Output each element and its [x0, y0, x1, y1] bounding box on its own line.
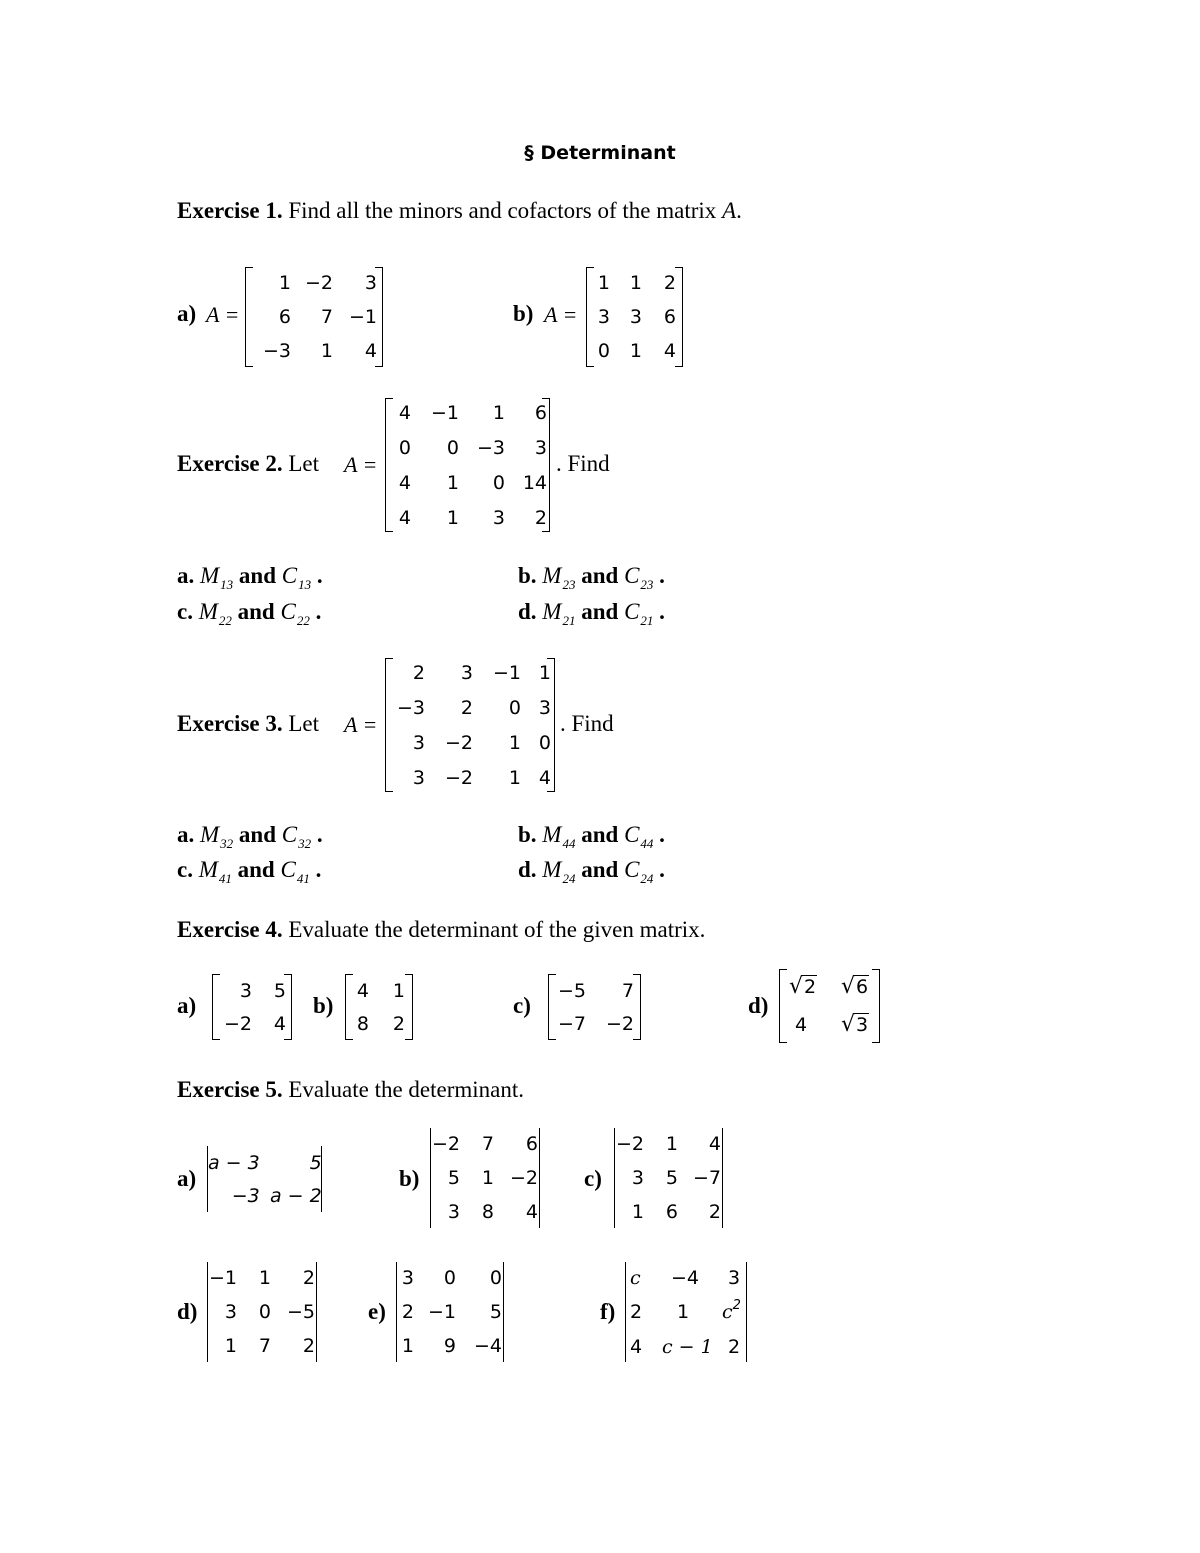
cofactor-index: 24 [640, 871, 654, 886]
ex5-det-b [430, 1128, 540, 1228]
matrix-cell: 5 [447, 1167, 461, 1189]
matrix-row [214, 974, 286, 1007]
matrix-cell: 3 [401, 1267, 414, 1289]
matrix-row [590, 266, 676, 300]
matrix-cell: 5 [273, 979, 286, 1002]
matrix-row [389, 690, 551, 725]
part-label: b. [518, 822, 537, 847]
matrix-row [208, 1179, 322, 1212]
part-label: a. [177, 822, 195, 847]
matrix-cell: −2 [432, 1133, 461, 1155]
matrix-cell: 3 [460, 661, 473, 684]
matrix-cell: 3 [412, 731, 425, 754]
ex5-f-label: f) [600, 1299, 616, 1324]
matrix-cell: 1 [392, 979, 405, 1002]
minor-index: 24 [562, 871, 576, 886]
matrix-cell: 1 [508, 766, 521, 789]
ex5-a-label: a) [177, 1166, 197, 1191]
cofactor-symbol: C [624, 857, 640, 882]
matrix-row [389, 655, 551, 690]
sqrt-symbol: √2 [789, 974, 817, 999]
exercise-2-heading: Exercise 2. [177, 451, 283, 476]
part-end: . [316, 822, 323, 847]
matrix-row [389, 725, 551, 760]
matrix-cell: −2 [223, 1012, 252, 1035]
minor-index: 32 [220, 836, 234, 851]
matrix-row [208, 1146, 322, 1179]
matrix-row [398, 1261, 502, 1295]
matrix-grid [398, 1261, 502, 1363]
matrix-cell: 2 [392, 1012, 405, 1035]
matrix-cell: −2 [510, 1167, 539, 1189]
minor-index: 22 [218, 613, 232, 628]
matrix-cell: 4 [398, 401, 411, 424]
matrix-cell: 4 [364, 340, 377, 362]
minor-index: 21 [562, 613, 576, 628]
matrix-grid [347, 974, 405, 1040]
matrix-row [432, 1127, 538, 1161]
matrix-cell: 0 [398, 436, 411, 459]
ex4-c-label: c) [513, 993, 531, 1018]
part-and: and [238, 563, 277, 588]
ex2-part-c [177, 599, 322, 628]
matrix-cell: −3 [231, 1184, 260, 1207]
matrix-row [398, 1295, 502, 1329]
part-label: c. [177, 599, 193, 624]
matrix-cell: 0 [538, 731, 551, 754]
exercise-2-statement [177, 451, 319, 477]
matrix-cell: 3 [597, 306, 610, 328]
ex2-part-d [518, 599, 665, 628]
ex5-det-e [396, 1262, 504, 1362]
matrix-row [616, 1161, 721, 1195]
matrix-grid [208, 1146, 322, 1212]
matrix-cell: 5 [665, 1167, 679, 1189]
matrix-cell: 3 [631, 1167, 645, 1189]
minor-symbol: M [542, 563, 562, 588]
ex3-after: . Find [560, 711, 614, 736]
matrix-row [389, 465, 547, 500]
ex3-part-d [518, 857, 665, 886]
matrix-row [209, 1329, 315, 1363]
ex5-det-d [207, 1262, 317, 1362]
ex2-part-b [518, 563, 665, 592]
ex4-a-label: a) [177, 993, 197, 1018]
part-label: a. [177, 563, 195, 588]
matrix-cell: 6 [278, 306, 291, 328]
matrix-grid [432, 1127, 538, 1229]
matrix-cell: a − 2 [270, 1184, 322, 1207]
matrix-cell: 8 [481, 1201, 495, 1223]
matrix-cell: −1 [430, 401, 459, 424]
matrix-cell: 3 [538, 696, 551, 719]
part-and: and [237, 599, 275, 624]
ex5-f-cell-01: −4 [671, 1267, 700, 1289]
part-and: and [581, 822, 619, 847]
matrix-row [616, 1127, 721, 1161]
minor-symbol: M [200, 822, 220, 847]
ex2-eq: A = [344, 452, 378, 477]
matrix-row [347, 974, 405, 1007]
exercise-5-text: Evaluate the determinant. [288, 1077, 525, 1102]
ex1-b-eq: A = [544, 302, 578, 327]
cofactor-index: 21 [640, 613, 654, 628]
matrix-cell: −4 [473, 1335, 502, 1357]
exercise-5-heading: Exercise 5. [177, 1077, 283, 1102]
matrix-row [209, 1295, 315, 1329]
ex3-part-b [518, 822, 665, 851]
matrix-grid [209, 1261, 315, 1363]
ex4-matrix-b [345, 974, 413, 1040]
matrix-cell: 2 [534, 506, 547, 529]
ex5-e-label: e) [368, 1299, 386, 1324]
ex5-f-cell-11: 1 [677, 1301, 690, 1323]
matrix-cell: 2 [401, 1301, 414, 1323]
cofactor-index: 13 [298, 577, 312, 592]
matrix-cell: −3 [476, 436, 505, 459]
ex5-f-cell-10: 2 [630, 1301, 643, 1323]
minor-symbol: M [198, 599, 218, 624]
ex3-eq: A = [344, 712, 378, 737]
matrix-cell: 7 [320, 306, 333, 328]
exercise-1-text: Find all the minors and cofactors of the matrix [288, 198, 717, 223]
ex1-b-label: b) [513, 301, 534, 326]
part-end: . [315, 857, 322, 882]
cofactor-symbol: C [280, 857, 296, 882]
minor-index: 23 [562, 577, 576, 592]
ex4-matrix-c [548, 974, 641, 1040]
matrix-grid [590, 266, 676, 368]
matrix-cell: 0 [597, 340, 610, 362]
matrix-row [261, 300, 377, 334]
matrix-cell: 6 [665, 1201, 679, 1223]
exercise-3-statement [177, 711, 319, 737]
matrix-cell: 0 [258, 1301, 272, 1323]
ex5-f-cell-21: c − 1 [662, 1336, 713, 1358]
matrix-cell: −5 [557, 979, 586, 1002]
ex5-f-cell-12: $c^2$ [722, 1298, 741, 1323]
matrix-cell: −2 [444, 731, 473, 754]
matrix-cell: 7 [481, 1133, 495, 1155]
matrix-cell: 1 [446, 506, 459, 529]
page-title: § Determinant [524, 142, 676, 164]
ex1-a-label: a) [177, 301, 197, 326]
matrix-cell: 1 [320, 340, 333, 362]
minor-index: 41 [218, 871, 232, 886]
matrix-cell: 3 [534, 436, 547, 459]
matrix-row [432, 1161, 538, 1195]
matrix-cell: 5 [489, 1301, 502, 1323]
matrix-cell: 2 [663, 272, 676, 294]
part-label: d. [518, 599, 537, 624]
cofactor-symbol: C [624, 822, 640, 847]
ex5-det-c [614, 1128, 723, 1228]
matrix-row [389, 500, 547, 535]
matrix-cell: 1 [446, 471, 459, 494]
ex4-d-label: d) [748, 993, 769, 1018]
cofactor-index: 32 [298, 836, 312, 851]
matrix-cell: −2 [444, 766, 473, 789]
matrix-cell: 1 [401, 1335, 414, 1357]
matrix-grid [550, 974, 634, 1040]
part-label: b. [518, 563, 537, 588]
matrix-row [389, 760, 551, 795]
matrix-row [214, 1007, 286, 1040]
matrix-cell: −3 [396, 696, 425, 719]
ex5-f-cell-00: c [630, 1267, 641, 1289]
matrix-cell: a − 3 [208, 1151, 260, 1174]
matrix-cell: 4 [273, 1012, 286, 1035]
matrix-cell: 2 [302, 1267, 316, 1289]
ex1-matrix-b [586, 267, 683, 367]
matrix-row [432, 1195, 538, 1229]
matrix-row [550, 974, 634, 1007]
matrix-cell: 8 [356, 1012, 369, 1035]
part-and: and [238, 822, 277, 847]
part-label: c. [177, 857, 193, 882]
matrix-cell: 4 [538, 766, 551, 789]
matrix-cell: −1 [348, 306, 377, 328]
matrix-row [590, 300, 676, 334]
ex4-d-cell-11 [841, 1012, 869, 1037]
exercise-2-text: Let [288, 451, 320, 476]
exercise-1-end: . [736, 198, 742, 223]
part-end: . [659, 599, 665, 624]
matrix-cell: 1 [665, 1133, 679, 1155]
matrix-cell: 3 [412, 766, 425, 789]
matrix-cell: 2 [302, 1335, 316, 1357]
matrix-cell: 6 [663, 306, 676, 328]
matrix-cell: −2 [605, 1012, 634, 1035]
matrix-cell: 7 [258, 1335, 272, 1357]
ex2-after: . Find [556, 451, 610, 476]
matrix-cell: 1 [631, 1201, 645, 1223]
cofactor-symbol: C [624, 563, 640, 588]
ex3-part-c [177, 857, 322, 886]
cofactor-index: 41 [296, 871, 310, 886]
exercise-1-statement [177, 198, 742, 224]
matrix-row [389, 430, 547, 465]
matrix-row [616, 1195, 721, 1229]
ex4-d-cell-10: 4 [795, 1014, 808, 1036]
matrix-cell: 14 [522, 471, 547, 494]
matrix-grid [214, 974, 286, 1040]
ex4-d-cell-01 [841, 974, 869, 999]
matrix-cell: 0 [446, 436, 459, 459]
part-and: and [581, 599, 619, 624]
part-end: . [659, 822, 665, 847]
matrix-cell: −7 [557, 1012, 586, 1035]
matrix-cell: 4 [398, 471, 411, 494]
matrix-cell: 4 [356, 979, 369, 1002]
matrix-cell: 3 [447, 1201, 461, 1223]
ex5-det-f [625, 1262, 747, 1362]
matrix-cell: −5 [287, 1301, 316, 1323]
exercise-1-var: A [722, 198, 737, 223]
part-end: . [316, 563, 323, 588]
ex5-f-cell-22: 2 [728, 1336, 741, 1358]
matrix-grid [389, 655, 551, 795]
ex2-matrix [385, 398, 550, 532]
matrix-cell: 2 [460, 696, 473, 719]
matrix-grid [389, 395, 547, 535]
exercise-5-statement [177, 1077, 524, 1103]
minor-index: 44 [562, 836, 576, 851]
minor-symbol: M [542, 599, 562, 624]
ex5-c-label: c) [584, 1166, 602, 1191]
matrix-cell: 1 [224, 1335, 238, 1357]
part-label: d. [518, 857, 537, 882]
matrix-cell: 1 [258, 1267, 272, 1289]
matrix-cell: 6 [534, 401, 547, 424]
matrix-cell: −2 [616, 1133, 645, 1155]
matrix-cell: −3 [262, 340, 291, 362]
ex2-part-a [177, 563, 323, 592]
matrix-cell: 1 [278, 272, 291, 294]
matrix-cell: 1 [492, 401, 505, 424]
exercise-1-heading: Exercise 1. [177, 198, 283, 223]
matrix-row [347, 1007, 405, 1040]
cofactor-symbol: C [281, 563, 298, 588]
exercise-3-heading: Exercise 3. [177, 711, 283, 736]
matrix-cell: 4 [398, 506, 411, 529]
minor-index: 13 [220, 577, 234, 592]
matrix-cell: 0 [443, 1267, 456, 1289]
exercise-4-statement [177, 917, 705, 943]
matrix-cell: 0 [489, 1267, 502, 1289]
part-end: . [659, 857, 665, 882]
matrix-cell: 3 [364, 272, 377, 294]
matrix-cell: 1 [597, 272, 610, 294]
minor-symbol: M [198, 857, 218, 882]
matrix-cell: 1 [508, 731, 521, 754]
matrix-grid [261, 266, 377, 368]
cofactor-index: 44 [640, 836, 654, 851]
cofactor-index: 22 [296, 613, 310, 628]
sqrt-symbol: √3 [841, 1012, 869, 1037]
ex3-matrix [385, 658, 555, 792]
ex1-a-eq: A = [206, 302, 240, 327]
matrix-cell: 7 [621, 979, 634, 1002]
matrix-cell: 3 [492, 506, 505, 529]
matrix-cell: −1 [492, 661, 521, 684]
matrix-cell: 0 [508, 696, 521, 719]
ex4-b-label: b) [313, 993, 334, 1018]
ex5-d-label: d) [177, 1299, 198, 1324]
cofactor-index: 23 [640, 577, 654, 592]
exercise-3-text: Let [288, 711, 320, 736]
part-and: and [581, 857, 619, 882]
matrix-cell: −2 [304, 272, 333, 294]
part-and: and [581, 563, 619, 588]
matrix-cell: 4 [663, 340, 676, 362]
ex4-d-cell-00 [789, 974, 817, 999]
matrix-grid [616, 1127, 721, 1229]
matrix-row [209, 1261, 315, 1295]
ex5-f-cell-02: 3 [728, 1267, 741, 1289]
matrix-cell: 5 [309, 1151, 322, 1174]
exercise-4-text: Evaluate the determinant of the given matrix. [288, 917, 706, 942]
matrix-cell: −7 [693, 1167, 722, 1189]
exercise-4-heading: Exercise 4. [177, 917, 283, 942]
cofactor-symbol: C [280, 599, 296, 624]
matrix-row [550, 1007, 634, 1040]
ex5-f-cell-20: 4 [630, 1336, 643, 1358]
ex4-matrix-a [212, 974, 292, 1040]
matrix-cell: 0 [492, 471, 505, 494]
minor-symbol: M [542, 857, 562, 882]
part-and: and [237, 857, 275, 882]
matrix-cell: 4 [525, 1201, 539, 1223]
matrix-row [389, 395, 547, 430]
matrix-cell: 1 [481, 1167, 495, 1189]
matrix-cell: −1 [427, 1301, 456, 1323]
matrix-cell: 1 [538, 661, 551, 684]
ex1-matrix-a [245, 267, 383, 367]
sqrt-symbol: √6 [841, 974, 869, 999]
ex4-matrix-d [779, 969, 880, 1043]
part-end: . [315, 599, 322, 624]
matrix-row [261, 266, 377, 300]
matrix-cell: 3 [239, 979, 252, 1002]
matrix-cell: 3 [629, 306, 642, 328]
matrix-cell: 2 [708, 1201, 722, 1223]
matrix-cell: 2 [412, 661, 425, 684]
matrix-cell: 1 [629, 272, 642, 294]
part-end: . [659, 563, 665, 588]
matrix-cell: 9 [443, 1335, 456, 1357]
matrix-cell: 1 [629, 340, 642, 362]
matrix-cell: 3 [224, 1301, 238, 1323]
ex5-f-sup: 2 [732, 1298, 741, 1313]
matrix-row [261, 334, 377, 368]
matrix-cell: −1 [209, 1267, 238, 1289]
matrix-row [398, 1329, 502, 1363]
matrix-cell: 6 [525, 1133, 539, 1155]
cofactor-symbol: C [624, 599, 640, 624]
ex5-det-a [207, 1146, 322, 1212]
matrix-cell: 4 [708, 1133, 722, 1155]
cofactor-symbol: C [281, 822, 298, 847]
minor-symbol: M [542, 822, 562, 847]
ex3-part-a [177, 822, 323, 851]
minor-symbol: M [200, 563, 220, 588]
matrix-row [590, 334, 676, 368]
ex5-b-label: b) [399, 1166, 420, 1191]
